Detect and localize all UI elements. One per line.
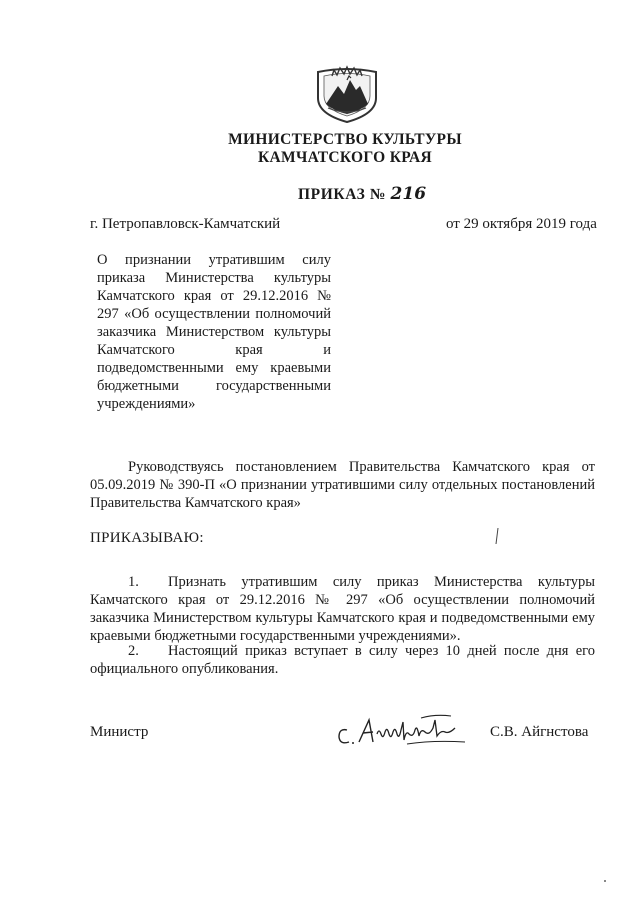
order-subject-text: О признании утратившим силу приказа Министерства культуры Камчатского края от 29.12.2016 № 297 «Об осуществлении полномочий заказчика Министерством культуры Камчатского края и подведомственными ему краевыми бюджетными государственными: [97, 252, 331, 394]
item-number: 2.: [128, 643, 139, 659]
item-number: 1.: [128, 574, 139, 590]
item-text: Настоящий приказ вступает в силу через 10 дней после дня его официального опубликования.: [90, 643, 595, 677]
ministry-name-line1: МИНИСТЕРСТВО КУЛЬТУРЫ: [228, 131, 462, 148]
order-number: 216: [390, 184, 427, 204]
legal-basis-paragraph: Руководствуясь постановлением Правительства Камчатского края от 05.09.2019 № 390-П «О признании утратившими силу отдельных постановлений Правительства Камчатского края»: [90, 459, 595, 511]
order-label: ПРИКАЗ №: [298, 186, 391, 203]
signer-position: Министр: [90, 724, 149, 740]
scan-speck: [604, 880, 606, 882]
kamchatka-coat-of-arms-icon: [314, 64, 380, 124]
order-word: ПРИКАЗЫВАЮ:: [90, 530, 204, 546]
order-item: [90, 642, 595, 678]
item-text: Признать утратившим силу приказ Министерства культуры Камчатского края от 29.12.2016 № 297 «Об осуществлении полномочий заказчика Министерством культуры Камчатского края и подведомственными ему краевыми бюджетными государственными учреждениями».: [90, 574, 595, 644]
order-title: [298, 184, 426, 204]
order-subject: [97, 251, 331, 413]
handwritten-signature: [333, 706, 467, 750]
order-subject-last-line: учреждениями»: [97, 396, 196, 412]
signer-name: С.В. Айгнстова: [490, 724, 589, 740]
order-item: [90, 573, 595, 645]
pen-mark-icon: [494, 527, 500, 545]
ministry-name-line2: КАМЧАТСКОГО КРАЯ: [257, 149, 433, 166]
order-date: от 29 октября 2019 года: [446, 216, 597, 232]
place: г. Петропавловск-Камчатский: [90, 216, 281, 232]
